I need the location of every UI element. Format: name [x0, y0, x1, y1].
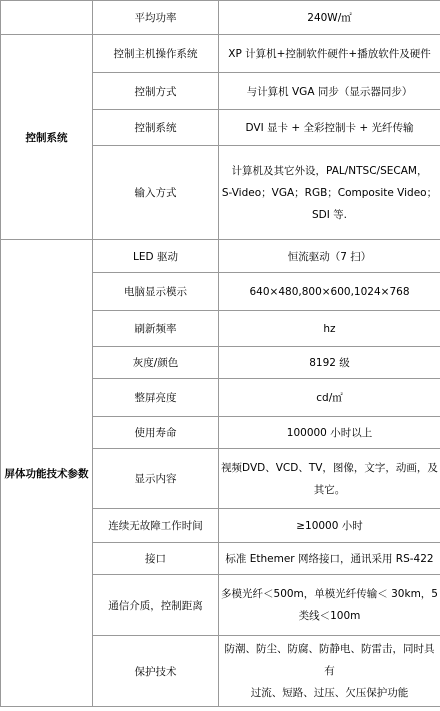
- row-value-multiline: [219, 146, 440, 240]
- group-label-screen-function: 屏体功能技术参数: [1, 240, 93, 707]
- row-label: 接口: [93, 543, 219, 575]
- row-value-multiline: [219, 636, 440, 707]
- row-label: 电脑显示模示: [93, 273, 219, 311]
- row-label: 连续无故障工作时间: [93, 509, 219, 543]
- row-label: 平均功率: [93, 1, 219, 35]
- row-value-multiline: [219, 575, 440, 636]
- row-label: 控制主机操作系统: [93, 35, 219, 73]
- table-row: [1, 240, 440, 273]
- row-value: 100000 小时以上: [219, 417, 440, 449]
- value-line: 防潮、防尘、防腐、防静电、防雷击，同时具有: [224, 643, 435, 677]
- table-row: [1, 35, 440, 73]
- row-label: 整屏亮度: [93, 379, 219, 417]
- value-line: 计算机及其它外设，PAL/NTSC/SECAM，: [231, 164, 428, 177]
- value-line: 多模光纤＜500m，单模光纤传输＜ 30km，5: [221, 588, 438, 600]
- row-value: hz: [219, 311, 440, 347]
- row-label: 灰度/颜色: [93, 347, 219, 379]
- row-label: 控制系统: [93, 110, 219, 146]
- value-line: SDI 等.: [311, 208, 348, 221]
- row-value: 恒流驱动（7 扫）: [219, 240, 440, 273]
- row-label: 保护技术: [93, 636, 219, 707]
- value-line: 视频DVD、VCD、TV，图像，文字，动画，及: [221, 461, 438, 474]
- row-label: 刷新频率: [93, 311, 219, 347]
- row-value-multiline: [219, 449, 440, 509]
- table-row: [1, 1, 440, 35]
- row-value: ≥10000 小时: [219, 509, 440, 543]
- row-value: 标准 Ethemer 网络接口，通讯采用 RS-422: [219, 543, 440, 575]
- row-label: 显示内容: [93, 449, 219, 509]
- row-label: 通信介质，控制距离: [93, 575, 219, 636]
- row-label: 控制方式: [93, 73, 219, 110]
- row-value: 8192 级: [219, 347, 440, 379]
- value-line: S-Video；VGA；RGB；Composite Video；: [221, 186, 438, 199]
- row-value: cd/㎡: [219, 379, 440, 417]
- value-line: 过流、短路、过压、欠压保护功能: [250, 687, 409, 699]
- row-value: 640×480,800×600,1024×768: [219, 273, 440, 311]
- value-line: 其它。: [313, 483, 346, 496]
- row-value: DVI 显卡 + 全彩控制卡 + 光纤传输: [219, 110, 440, 146]
- row-label: LED 驱动: [93, 240, 219, 273]
- group-cell-empty: [1, 1, 93, 35]
- group-label-control-system: 控制系统: [1, 35, 93, 240]
- row-value: XP 计算机+控制软件硬件+播放软件及硬件: [219, 35, 440, 73]
- row-value: 240W/㎡: [219, 1, 440, 35]
- row-label: 输入方式: [93, 146, 219, 240]
- value-line: 类线＜100m: [298, 610, 361, 622]
- row-label: 使用寿命: [93, 417, 219, 449]
- row-value: 与计算机 VGA 同步（显示器同步）: [219, 73, 440, 110]
